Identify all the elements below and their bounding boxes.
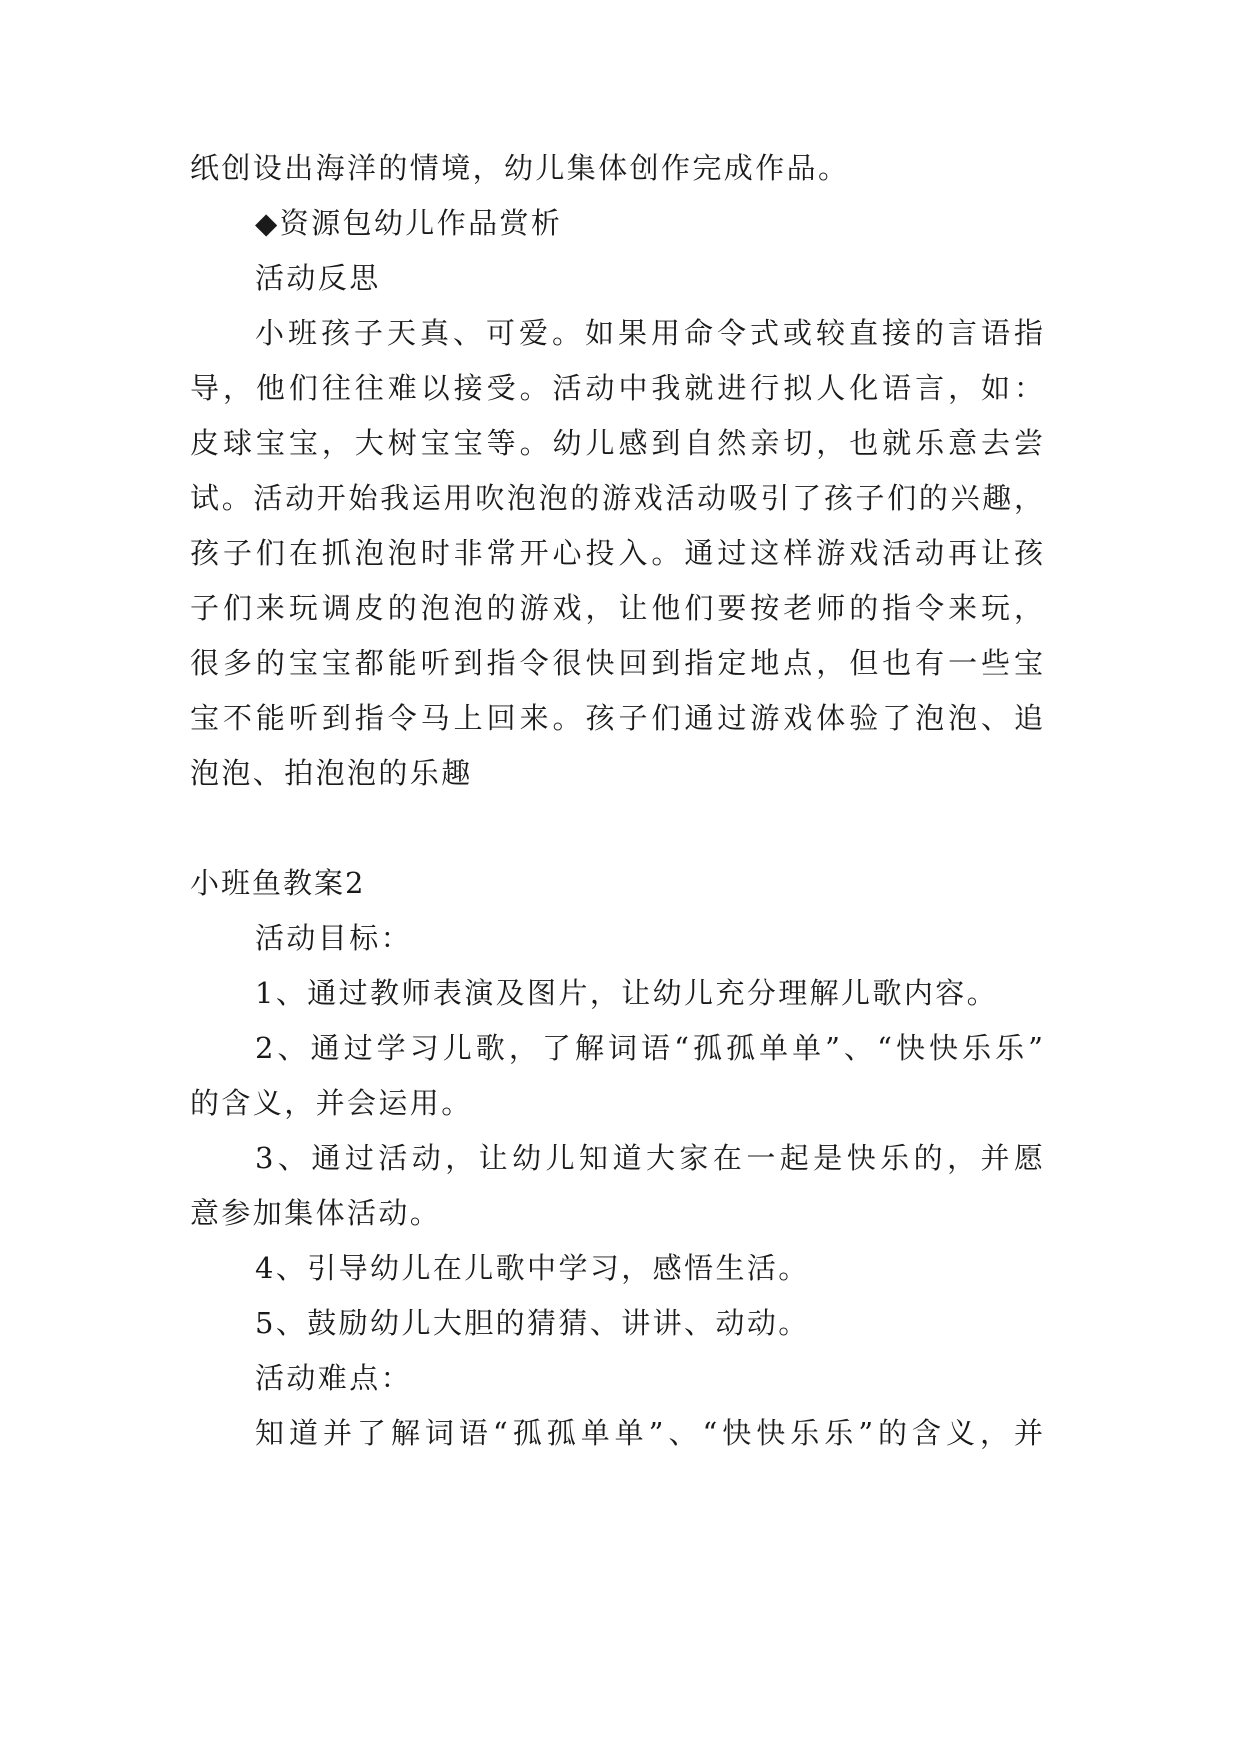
reflection-text-line: 导，他们往往难以接受。活动中我就进行拟人化语言，如： bbox=[190, 371, 1044, 405]
reflection-text-line: 皮球宝宝，大树宝宝等。幼儿感到自然亲切，也就乐意去尝 bbox=[190, 426, 1044, 460]
goal-item-3-continuation: 意参加集体活动。 bbox=[190, 1196, 442, 1230]
goal-item-2-continuation: 的含义，并会运用。 bbox=[190, 1086, 473, 1120]
reflection-text-line: 孩子们在抓泡泡时非常开心投入。通过这样游戏活动再让孩 bbox=[190, 536, 1044, 570]
goal-item-1: 1、通过教师表演及图片，让幼儿充分理解儿歌内容。 bbox=[255, 976, 999, 1010]
reflection-text-line: 泡泡、拍泡泡的乐趣 bbox=[190, 756, 473, 790]
resource-item: ◆资源包幼儿作品赏析 bbox=[255, 206, 563, 240]
reflection-text-line: 试。活动开始我运用吹泡泡的游戏活动吸引了孩子们的兴趣， bbox=[190, 481, 1044, 515]
goal-item-3: 3、通过活动，让幼儿知道大家在一起是快乐的，并愿 bbox=[255, 1141, 1044, 1175]
reflection-text-line: 小班孩子天真、可爱。如果用命令式或较直接的言语指 bbox=[255, 316, 1044, 350]
reflection-text-line: 宝不能听到指令马上回来。孩子们通过游戏体验了泡泡、追 bbox=[190, 701, 1044, 735]
reflection-text-line: 子们来玩调皮的泡泡的游戏，让他们要按老师的指令来玩， bbox=[190, 591, 1044, 625]
section-title-reflection: 活动反思 bbox=[255, 261, 381, 295]
lesson-plan-heading: 小班鱼教案2 bbox=[190, 866, 366, 900]
goal-item-4: 4、引导幼儿在儿歌中学习，感悟生活。 bbox=[255, 1251, 810, 1285]
section-title-goals: 活动目标： bbox=[255, 921, 413, 955]
goal-item-2: 2、通过学习儿歌，了解词语“孤孤单单”、“快快乐乐” bbox=[255, 1031, 1044, 1065]
paragraph-continuation: 纸创设出海洋的情境，幼儿集体创作完成作品。 bbox=[190, 151, 850, 185]
reflection-text-line: 很多的宝宝都能听到指令很快回到指定地点，但也有一些宝 bbox=[190, 646, 1044, 680]
goal-item-5: 5、鼓励幼儿大胆的猜猜、讲讲、动动。 bbox=[255, 1306, 810, 1340]
section-title-difficulty: 活动难点： bbox=[255, 1361, 413, 1395]
difficulty-text-line: 知道并了解词语“孤孤单单”、“快快乐乐”的含义，并 bbox=[255, 1416, 1044, 1450]
